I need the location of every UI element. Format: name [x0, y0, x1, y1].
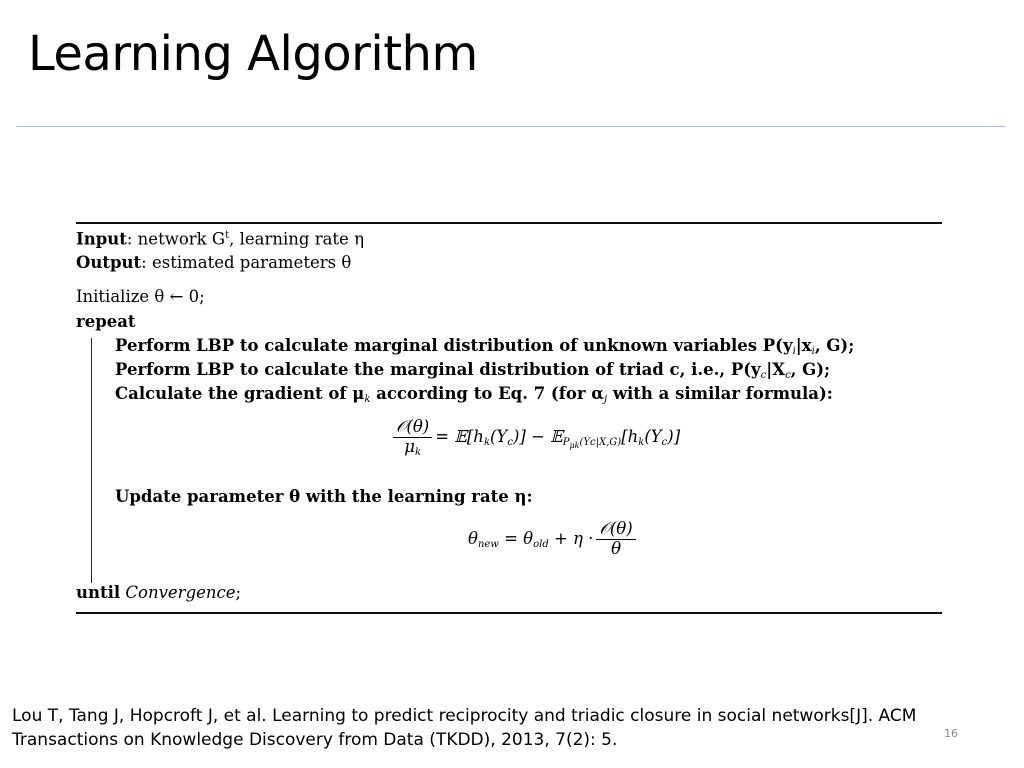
step3-text: Calculate the gradient of μ	[115, 384, 365, 403]
algorithm-initialize-line: Initialize θ ← 0;	[76, 287, 205, 306]
step1-end: , G);	[814, 336, 855, 355]
until-end: ;	[235, 583, 242, 602]
step2-text: Perform LBP to calculate the marginal distribution of triad c, i.e., P(y	[115, 360, 761, 379]
step1-text: Perform LBP to calculate marginal distribution of unknown variables P(y	[115, 336, 793, 355]
step1-tail: |x	[795, 336, 812, 355]
slide-title: Learning Algorithm	[28, 26, 478, 82]
step3-end: with a similar formula):	[607, 384, 833, 403]
algorithm-top-rule	[76, 222, 942, 224]
step2-tail: |X	[766, 360, 786, 379]
algorithm-update-line	[115, 489, 533, 506]
until-keyword: until	[76, 583, 121, 602]
update-lhs: $\theta_{new} = \theta_{old} + \eta$ ·	[468, 528, 594, 550]
update-equation	[468, 520, 639, 559]
algorithm-input-line	[76, 231, 364, 248]
algorithm-output-line	[76, 255, 351, 272]
input-text: : network G	[126, 229, 226, 249]
gradient-rhs: = $𝔼[h_k(Y_c)]$ − $𝔼_{P_{\mu k}(Yc|X,G)}[h_k(Y_c)]$	[435, 426, 681, 450]
update-denominator: θ	[611, 538, 622, 558]
algorithm-step-1: Perform LBP to calculate marginal distribution of unknown variables $P(y_i|x_i$, G);	[115, 336, 855, 357]
input-text-sup: t	[225, 230, 230, 241]
slide-number: 16	[944, 727, 958, 740]
algorithm-box	[76, 222, 942, 615]
repeat-loop-bar	[91, 338, 92, 583]
update-text: Update parameter θ with the learning rate η:	[115, 487, 533, 506]
gradient-equation	[390, 418, 680, 458]
title-divider	[16, 126, 1006, 127]
gradient-denominator: $\mu_k$	[404, 436, 421, 458]
update-fraction	[596, 520, 635, 559]
citation-text: Lou T, Tang J, Hopcroft J, et al. Learning to predict reciprocity and triadic closure in social networks[J]. ACM Transactions on Knowledge Discovery from Data (TKDD), 2013, 7(2): 5.	[12, 706, 917, 751]
step2-end: , G);	[790, 360, 831, 379]
algorithm-repeat-line	[76, 314, 136, 331]
update-numerator: 𝒪(θ)	[596, 520, 635, 540]
output-keyword: Output	[76, 253, 142, 272]
input-text-tail: , learning rate η	[229, 229, 364, 249]
until-condition: Convergence	[125, 583, 236, 602]
algorithm-until-line	[76, 585, 241, 602]
output-text: : estimated parameters θ	[141, 253, 352, 272]
gradient-fraction	[393, 418, 432, 458]
repeat-keyword: repeat	[76, 312, 136, 331]
gradient-numerator: 𝒪(θ)	[393, 418, 432, 438]
step3-mid: according to Eq. 7 (for α	[370, 384, 604, 403]
input-keyword: Input	[76, 229, 127, 249]
algorithm-step-2: Perform LBP to calculate the marginal distribution of triad c, i.e., $P(y_c|X_c$, G);	[115, 360, 831, 381]
algorithm-bottom-rule	[76, 612, 942, 614]
algorithm-step-3: Calculate the gradient of $\mu_k$ according to Eq. 7 (for $\alpha_j$ with a similar formula):	[115, 384, 833, 405]
